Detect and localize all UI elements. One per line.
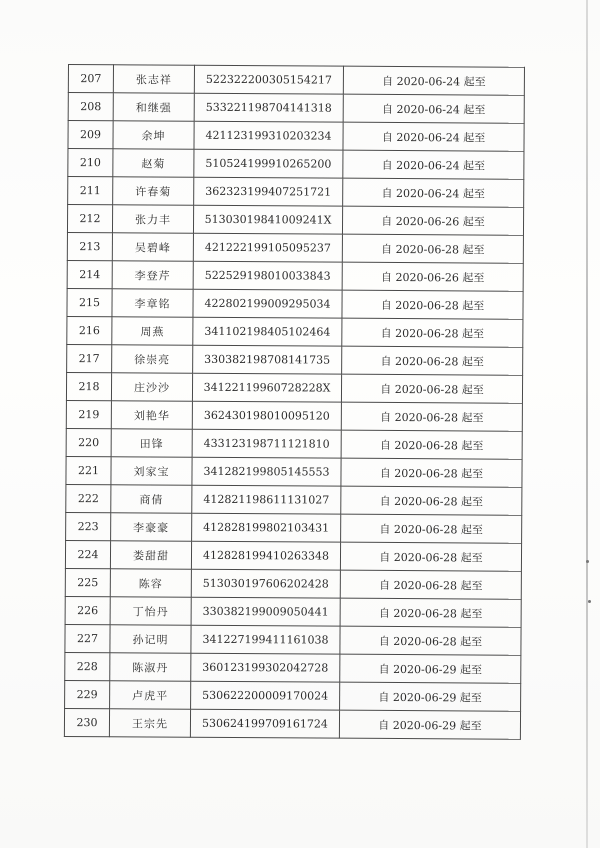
date-range-cell: 自 2020-06-24 起至 [343,122,524,151]
table-row [68,65,524,96]
name-cell: 刘艳华 [111,401,192,429]
name-cell: 丁怡丹 [110,597,191,625]
row-number-cell: 227 [65,624,110,652]
id-number-cell: 421123199310203234 [194,121,343,150]
id-number-cell: 530622200009170024 [191,681,340,710]
table-row [68,121,524,152]
name-cell: 王宗先 [109,709,190,737]
table-row [65,596,521,627]
date-range-cell: 自 2020-06-28 起至 [342,290,523,319]
row-number-cell: 217 [67,344,112,372]
id-number-cell: 341227199411161038 [191,625,340,654]
id-number-cell: 533221198704141318 [194,93,343,122]
table-row [65,652,521,683]
date-range-cell: 自 2020-06-28 起至 [342,346,523,375]
id-number-cell: 360123199302042728 [191,653,340,682]
table-row [67,260,523,291]
id-number-cell: 530624199709161724 [190,709,339,738]
name-cell: 和继强 [113,93,194,121]
date-range-cell: 自 2020-06-26 起至 [342,206,523,235]
row-number-cell: 224 [65,540,110,568]
date-range-cell: 自 2020-06-24 起至 [343,178,524,207]
name-cell: 庄沙沙 [111,373,192,401]
row-number-cell: 207 [68,65,113,93]
id-number-cell: 513030197606202428 [191,569,340,598]
date-range-cell: 自 2020-06-29 起至 [339,710,520,739]
id-number-cell: 433123198711121810 [192,429,341,458]
table-row [65,568,521,599]
name-cell: 陈容 [110,569,191,597]
row-number-cell: 222 [66,484,111,512]
id-number-cell: 362430198010095120 [192,401,341,430]
table-row [67,205,523,236]
registry-table [64,64,525,740]
date-range-cell: 自 2020-06-28 起至 [341,458,522,487]
table-row [68,177,524,208]
date-range-cell: 自 2020-06-28 起至 [341,374,522,403]
date-range-cell: 自 2020-06-28 起至 [342,318,523,347]
table-row [68,93,524,124]
row-number-cell: 214 [67,260,112,288]
date-range-cell: 自 2020-06-24 起至 [343,150,524,179]
id-number-cell: 522322200305154217 [194,65,343,94]
name-cell: 余坤 [113,121,194,149]
table-row [68,149,524,180]
table-row [66,512,522,543]
name-cell: 李登芹 [112,261,193,289]
name-cell: 孙记明 [110,625,191,653]
row-number-cell: 210 [68,149,113,177]
row-number-cell: 216 [67,316,112,344]
row-number-cell: 223 [66,512,111,540]
name-cell: 刘家宝 [111,457,192,485]
table-row [67,316,523,347]
row-number-cell: 211 [68,177,113,205]
id-number-cell: 362323199407251721 [194,177,343,206]
row-number-cell: 209 [68,121,113,149]
table-row [67,232,523,263]
id-number-cell: 330382199009050441 [191,597,340,626]
name-cell: 娄甜甜 [110,541,191,569]
name-cell: 徐崇亮 [112,345,193,373]
scan-edge-line [586,0,588,848]
table-row [67,344,523,375]
date-range-cell: 自 2020-06-28 起至 [340,598,521,627]
row-number-cell: 225 [65,568,110,596]
name-cell: 商倩 [111,485,192,513]
row-number-cell: 215 [67,288,112,316]
table-row [66,484,522,515]
date-range-cell: 自 2020-06-28 起至 [340,542,521,571]
date-range-cell: 自 2020-06-24 起至 [343,66,524,95]
date-range-cell: 自 2020-06-28 起至 [340,626,521,655]
id-number-cell: 421222199105095237 [193,233,342,262]
table-row [65,540,521,571]
id-number-cell: 341102198405102464 [193,317,342,346]
name-cell: 李豪豪 [111,513,192,541]
date-range-cell: 自 2020-06-28 起至 [341,514,522,543]
id-number-cell: 34122119960728228X [192,373,341,402]
id-number-cell: 522529198010033843 [193,261,342,290]
date-range-cell: 自 2020-06-29 起至 [340,654,521,683]
table-row [65,680,521,711]
id-number-cell: 330382198708141735 [193,345,342,374]
row-number-cell: 218 [66,372,111,400]
id-number-cell: 51303019841009241X [193,205,342,234]
table-row [64,708,520,739]
scan-speck [588,600,591,603]
row-number-cell: 226 [65,596,110,624]
date-range-cell: 自 2020-06-28 起至 [340,570,521,599]
row-number-cell: 219 [66,400,111,428]
date-range-cell: 自 2020-06-28 起至 [342,234,523,263]
table-row [66,428,522,459]
date-range-cell: 自 2020-06-24 起至 [343,94,524,123]
name-cell: 张力丰 [112,205,193,233]
id-number-cell: 412821198611131027 [192,485,341,514]
id-number-cell: 412828199802103431 [192,513,341,542]
name-cell: 周燕 [112,317,193,345]
date-range-cell: 自 2020-06-28 起至 [341,402,522,431]
name-cell: 李章铭 [112,289,193,317]
id-number-cell: 510524199910265200 [194,149,343,178]
date-range-cell: 自 2020-06-28 起至 [341,430,522,459]
row-number-cell: 221 [66,456,111,484]
row-number-cell: 228 [65,652,110,680]
name-cell: 张志祥 [113,65,194,93]
row-number-cell: 212 [67,205,112,233]
date-range-cell: 自 2020-06-28 起至 [341,486,522,515]
registry-table-body [64,65,524,740]
row-number-cell: 220 [66,428,111,456]
table-row [65,624,521,655]
scan-speck [586,560,589,563]
date-range-cell: 自 2020-06-29 起至 [340,682,521,711]
table-row [67,288,523,319]
name-cell: 许春菊 [113,177,194,205]
name-cell: 赵菊 [113,149,194,177]
table-row [66,400,522,431]
name-cell: 陈淑丹 [110,653,191,681]
name-cell: 卢虎平 [110,681,191,709]
name-cell: 吴碧峰 [112,233,193,261]
date-range-cell: 自 2020-06-26 起至 [342,262,523,291]
table-row [66,372,522,403]
row-number-cell: 213 [67,232,112,260]
name-cell: 田锋 [111,429,192,457]
id-number-cell: 422802199009295034 [193,289,342,318]
id-number-cell: 412828199410263348 [191,541,340,570]
table-row [66,456,522,487]
row-number-cell: 229 [65,680,110,708]
row-number-cell: 230 [64,708,109,736]
row-number-cell: 208 [68,93,113,121]
id-number-cell: 341282199805145553 [192,457,341,486]
